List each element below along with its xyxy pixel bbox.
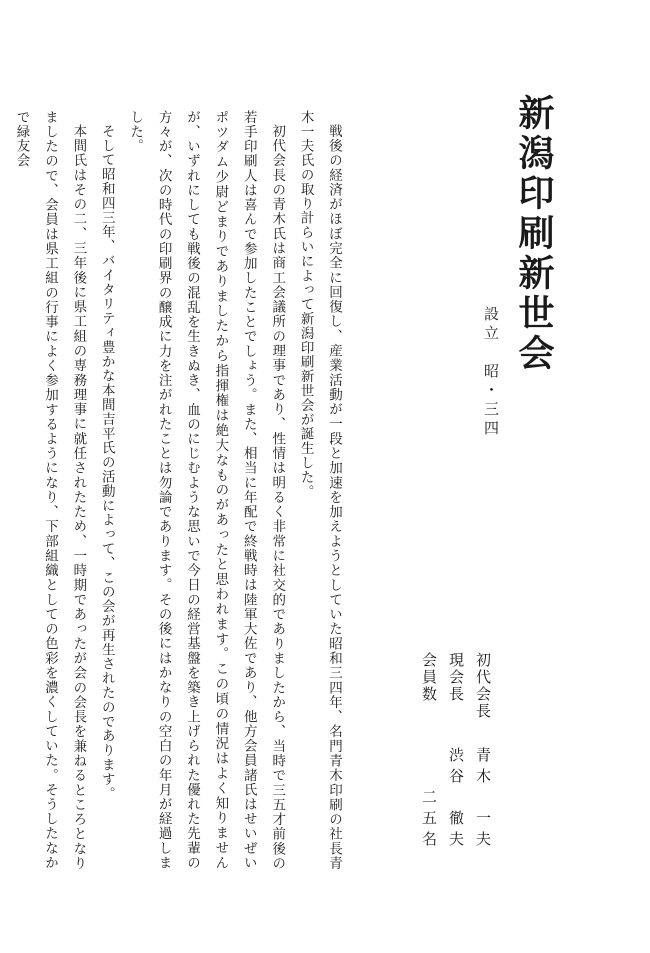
officer-row-current-president: [448, 652, 468, 852]
page-title: 新潟印刷新世会: [513, 94, 555, 374]
officer-name-value: 青木 一夫: [474, 747, 492, 852]
officer-role-label: 現会長: [447, 652, 465, 703]
officer-row-first-president: [475, 652, 495, 852]
body-paragraph: そして昭和四三年、バイタリティ豊かな本間吉平氏の活動によって、この会が再生されたのであります。: [98, 123, 115, 801]
member-count-value: 二五名: [420, 789, 438, 852]
body-paragraph: 本間氏はその二、三年後に県工組の専務理事に就任されたため、一時期であったが会の会長を兼ねるところとなりましたので、会員は県工組の行事によく参加するようになり、下部組織としての色彩を濃くしていた。そうしたなかで緑友会: [13, 110, 87, 870]
officer-role-label: 初代会長: [474, 652, 492, 720]
body-text: [13, 110, 348, 870]
body-paragraph: 戦後の経済がほぼ完全に回復し、産業活動が一段と加速を加えようとしていた昭和三四年、名門青木印刷の社長青木一夫氏の取り計らいによって新潟印刷新世会が誕生した。: [297, 110, 342, 870]
established-date: 設立 昭・三四: [482, 306, 500, 439]
member-count-label: 会員数: [420, 652, 438, 703]
body-paragraph: 初代会長の青木氏は商工会議所の理事であり、性情は明るく非常に社交的でありましたから、当時で三五才前後の若手印刷人は喜んで参加したことでしょう。また、相当に年配で終戦時は陸軍大佐であり、他方会員諸氏はせいぜいポツダム少尉どまりでありましたから指揮権は絶大なものがあったと思われます。この頃の情況はよく知りませんが、いずれにしても戦後の混乱を生きぬき、血のにじむような思いで今日の経営基盤を築き上げられた優れた先輩の方々が、次の時代の印刷界の醸成に力を注がれたことは勿論であります。その後にはかなりの空白の年月が経過しました。: [127, 110, 286, 870]
officer-name-value: 渋谷 徹夫: [447, 747, 465, 852]
officer-row-member-count: [421, 652, 441, 852]
